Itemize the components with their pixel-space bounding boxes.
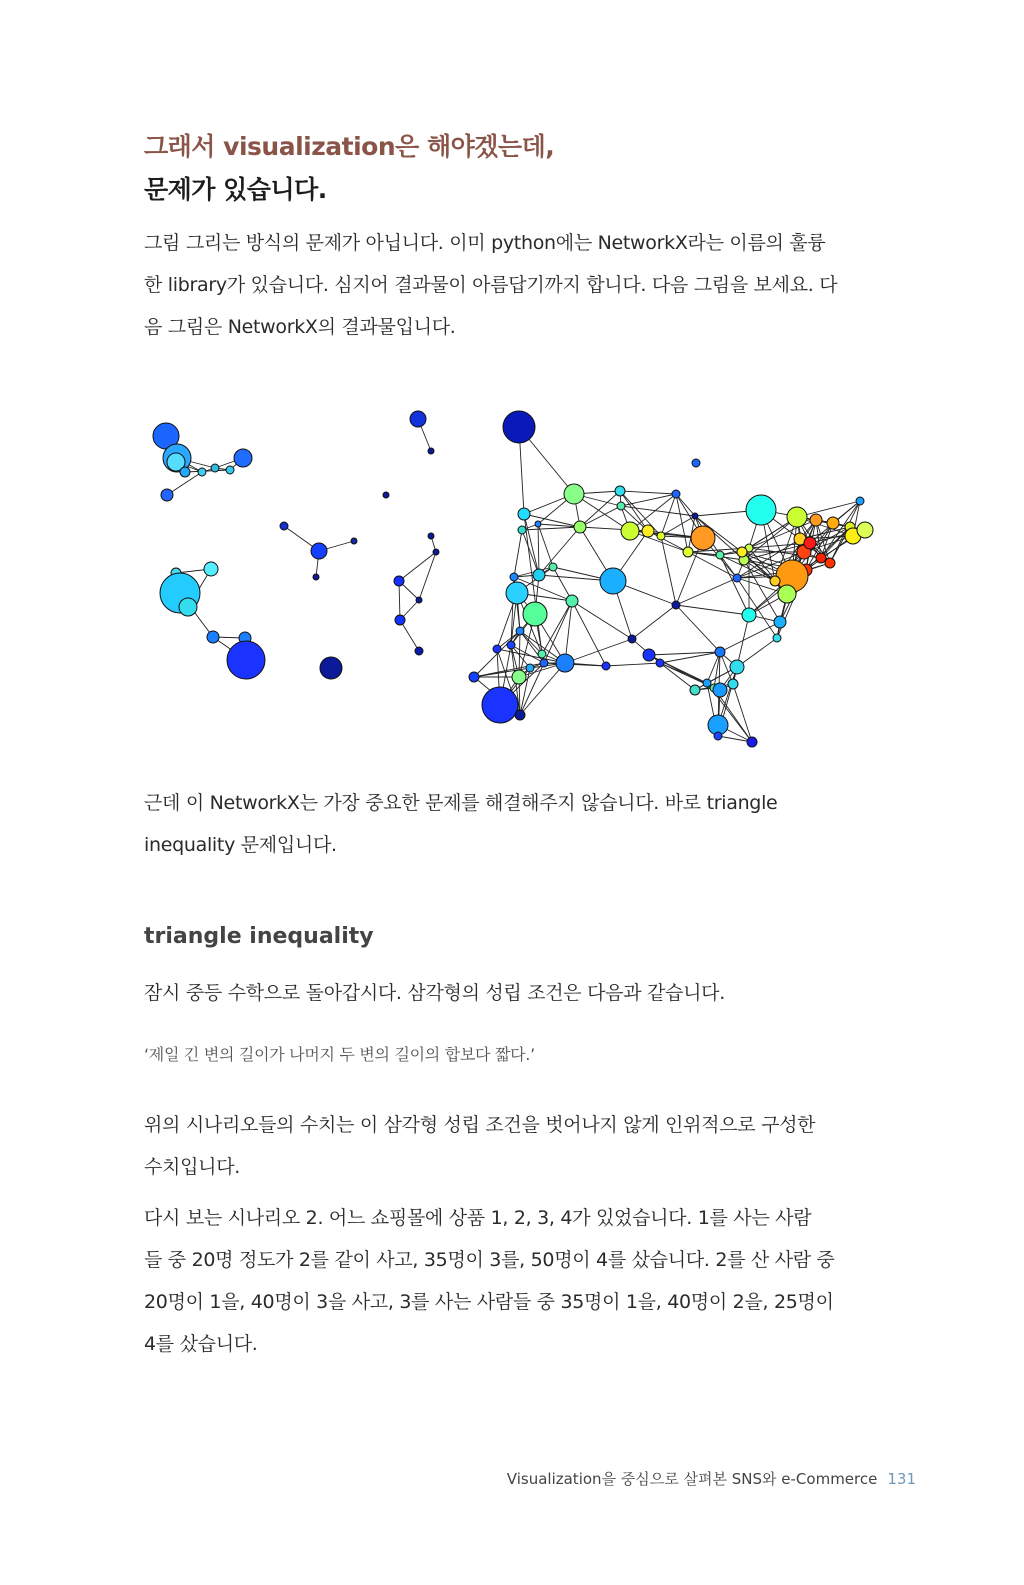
- graph-edge: [620, 491, 676, 494]
- graph-node: [383, 492, 389, 498]
- scenario2-paragraph: [144, 1197, 884, 1365]
- graph-node: [643, 649, 655, 661]
- graph-node: [549, 563, 557, 571]
- intro-paragraph: [144, 222, 884, 348]
- page-number: 131: [887, 1470, 916, 1488]
- graph-edge: [542, 601, 572, 654]
- graph-node: [856, 497, 864, 505]
- graph-node: [226, 466, 234, 474]
- section-paragraph: [144, 972, 884, 1014]
- graph-node: [692, 513, 698, 519]
- scenario-paragraph: [144, 1104, 884, 1188]
- graph-node: [311, 543, 327, 559]
- graph-edge: [539, 527, 580, 575]
- graph-node: [574, 521, 586, 533]
- intro-line: 그림 그리는 방식의 문제가 아닙니다. 이미 python에는 NetworkX라는 이름의 훌륭: [144, 232, 826, 254]
- graph-node: [410, 411, 426, 427]
- scenario-line: 수치입니다.: [144, 1156, 241, 1178]
- graph-edge: [572, 601, 632, 639]
- graph-node: [535, 521, 541, 527]
- graph-node: [313, 574, 319, 580]
- graph-node: [810, 514, 822, 526]
- networkx-graph-figure: [140, 400, 885, 760]
- graph-node: [778, 585, 796, 603]
- graph-node: [657, 532, 665, 540]
- graph-node: [825, 558, 835, 568]
- graph-edge: [572, 601, 606, 666]
- graph-node: [516, 627, 524, 635]
- graph-node: [642, 525, 654, 537]
- graph-node: [518, 526, 526, 534]
- graph-edge: [632, 605, 676, 639]
- graph-node: [227, 641, 265, 679]
- graph-node: [566, 595, 578, 607]
- scenario-line: 위의 시나리오들의 수치는 이 삼각형 성립 조건을 벗어나지 않게 인위적으로 구성한: [144, 1114, 816, 1136]
- section-title: triangle inequality: [144, 924, 374, 949]
- heading-line-2: 문제가 있습니다.: [144, 175, 327, 204]
- graph-node: [280, 522, 288, 530]
- graph-node: [621, 522, 639, 540]
- graph-node: [533, 569, 545, 581]
- graph-node: [742, 608, 756, 622]
- graph-node: [510, 573, 518, 581]
- after-graph-line: 근데 이 NetworkX는 가장 중요한 문제를 해결해주지 않습니다. 바로 triangle: [144, 792, 778, 814]
- graph-node: [713, 683, 727, 697]
- graph-node: [207, 631, 219, 643]
- graph-node: [728, 679, 738, 689]
- graph-node: [770, 576, 780, 586]
- footer-title: Visualization을 중심으로 살펴본 SNS와 e-Commerce: [506, 1470, 878, 1488]
- graph-edge: [544, 601, 572, 663]
- graph-node: [737, 547, 747, 557]
- graph-node: [469, 672, 479, 682]
- graph-edge: [538, 524, 539, 575]
- graph-edge: [522, 527, 580, 530]
- graph-node: [538, 650, 546, 658]
- graph-node: [747, 737, 757, 747]
- graph-edge: [514, 530, 522, 577]
- graph-node: [507, 641, 515, 649]
- graph-node: [515, 710, 525, 720]
- graph-edge: [720, 622, 780, 652]
- scenario2-line: 들 중 20명 정도가 2를 같이 사고, 35명이 3를, 50명이 4를 샀습니다. 2를 산 사람 중: [144, 1249, 835, 1271]
- graph-edge: [580, 491, 620, 527]
- graph-node: [672, 601, 680, 609]
- graph-edge: [538, 524, 553, 567]
- scenario2-line: 4를 샀습니다.: [144, 1333, 258, 1355]
- graph-node: [503, 411, 535, 443]
- graph-node: [827, 517, 839, 529]
- graph-node: [415, 647, 423, 655]
- section-line: 잠시 중등 수학으로 돌아갑시다. 삼각형의 성립 조건은 다음과 같습니다.: [144, 982, 725, 1004]
- graph-node: [787, 507, 807, 527]
- heading-line-1: 그래서 visualization은 해야겠는데,: [144, 132, 555, 161]
- graph-node: [526, 664, 534, 672]
- graph-node: [234, 449, 252, 467]
- graph-node: [656, 659, 664, 667]
- graph-edge: [399, 581, 400, 620]
- graph-node: [211, 464, 219, 472]
- graph-node: [691, 526, 715, 550]
- graph-node: [692, 459, 700, 467]
- graph-node: [615, 486, 625, 496]
- graph-node: [523, 602, 547, 626]
- graph-edge: [661, 536, 676, 605]
- graph-node: [600, 568, 626, 594]
- graph-edge: [733, 684, 752, 742]
- graph-node: [428, 533, 434, 539]
- graph-node: [198, 468, 206, 476]
- intro-line: 음 그림은 NetworkX의 결과물입니다.: [144, 316, 456, 338]
- graph-node: [617, 502, 625, 510]
- graph-node: [672, 490, 680, 498]
- graph-node: [395, 615, 405, 625]
- graph-edge: [648, 531, 688, 552]
- graph-edge: [522, 530, 539, 575]
- graph-node: [703, 679, 711, 687]
- graph-node: [602, 662, 610, 670]
- graph-edge: [737, 578, 777, 638]
- graph-node: [628, 635, 636, 643]
- graph-node: [161, 489, 173, 501]
- scenario2-line: 20명이 1을, 40명이 3을 사고, 3를 사는 사람들 중 35명이 1을, 40명이 2을, 25명이: [144, 1291, 834, 1313]
- graph-node: [690, 685, 700, 695]
- graph-node: [556, 654, 574, 672]
- intro-line: 한 library가 있습니다. 심지어 결과물이 아름답기까지 합니다. 다음 그림을 보세요. 다: [144, 274, 838, 296]
- graph-node: [179, 598, 197, 616]
- graph-node: [416, 597, 422, 603]
- graph-node: [320, 657, 342, 679]
- triangle-quote: ‘제일 긴 변의 길이가 나머지 두 변의 길이의 합보다 짧다.’: [144, 1045, 535, 1064]
- graph-node: [518, 508, 530, 520]
- graph-edge: [676, 605, 720, 652]
- graph-node: [564, 484, 584, 504]
- graph-node: [714, 732, 722, 740]
- graph-node: [773, 634, 781, 642]
- graph-node: [351, 538, 357, 544]
- graph-edge: [676, 605, 749, 615]
- graph-node: [506, 582, 528, 604]
- graph-node: [746, 495, 776, 525]
- graph-edge: [621, 494, 676, 506]
- page-footer: [507, 1468, 916, 1489]
- graph-edge: [606, 663, 660, 666]
- graph-node: [394, 576, 404, 586]
- after-graph-line: inequality 문제입니다.: [144, 834, 337, 856]
- after-graph-paragraph: [144, 782, 884, 866]
- graph-edge: [565, 639, 632, 663]
- graph-node: [540, 659, 548, 667]
- graph-node: [816, 553, 826, 563]
- graph-node: [683, 547, 693, 557]
- graph-node: [512, 670, 526, 684]
- graph-node: [774, 616, 786, 628]
- graph-node: [857, 522, 873, 538]
- graph-node: [715, 647, 725, 657]
- scenario2-line: 다시 보는 시나리오 2. 어느 쇼핑몰에 상품 1, 2, 3, 4가 있었습니다. 1를 사는 사람: [144, 1207, 812, 1229]
- graph-node: [493, 645, 501, 653]
- graph-node: [482, 687, 518, 723]
- graph-node: [433, 549, 439, 555]
- graph-node: [804, 537, 816, 549]
- graph-node: [428, 448, 434, 454]
- graph-node: [733, 574, 741, 582]
- graph-node: [204, 562, 218, 576]
- graph-node: [180, 467, 190, 477]
- graph-edge: [676, 494, 688, 552]
- graph-node: [716, 551, 724, 559]
- graph-node: [730, 660, 744, 674]
- graph-edge: [661, 516, 695, 536]
